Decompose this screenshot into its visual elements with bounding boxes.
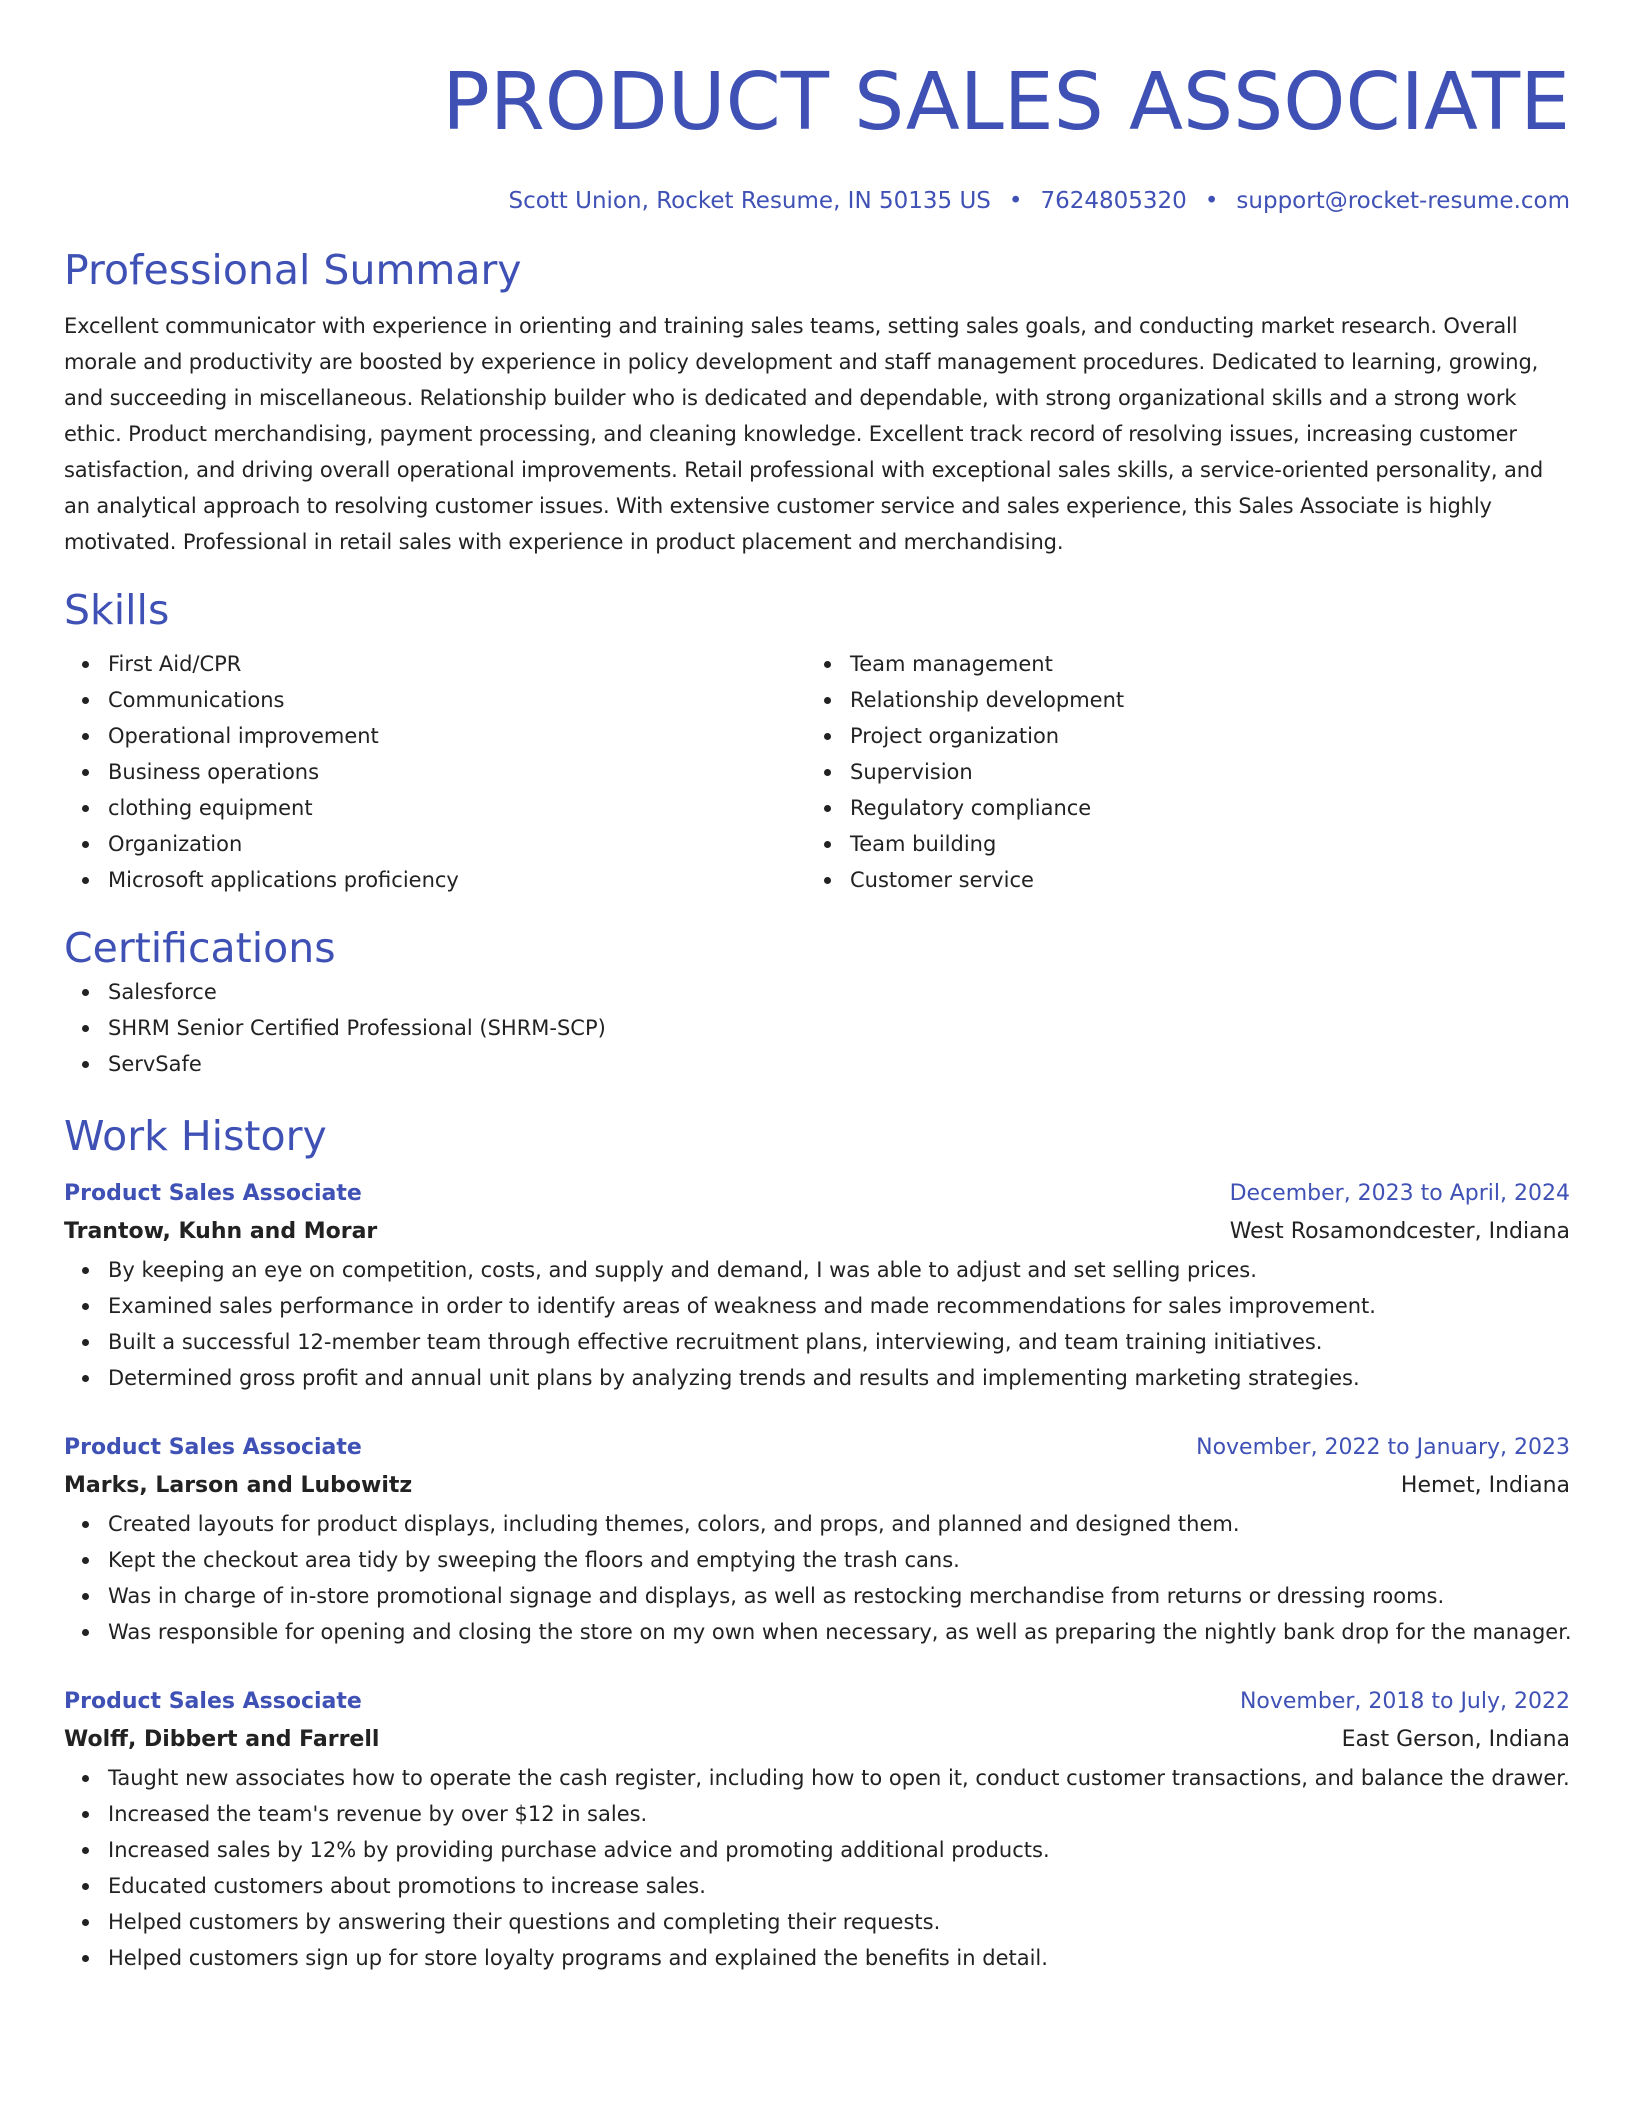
job-company-row [64,1466,1570,1506]
skill-item: Project organization [806,718,1548,754]
job-bullet: Educated customers about promotions to increase sales. [64,1868,1570,1904]
job-company-row [64,1212,1570,1252]
job-dates: November, 2018 to July, 2022 [1239,1689,1570,1714]
job-bullet: Built a successful 12-member team through effective recruitment plans, interviewing, and team training initiatives. [64,1324,1570,1360]
skill-item: Supervision [806,754,1548,790]
skills-heading: Skills [64,586,170,634]
skill-item: Operational improvement [64,718,806,754]
job-location: Hemet, Indiana [1400,1473,1570,1498]
job-bullet: Created layouts for product displays, including themes, colors, and props, and planned and designed them. [64,1506,1570,1542]
job-header-row [64,1176,1570,1212]
skill-item: Customer service [806,862,1548,898]
skill-item: Organization [64,826,806,862]
job-bullet: Increased sales by 12% by providing purchase advice and promoting additional products. [64,1832,1570,1868]
contact-line [64,186,1570,216]
skill-item: Team building [806,826,1548,862]
job-entry [64,1430,1570,1650]
skill-item: Relationship development [806,682,1548,718]
resume-title: PRODUCT SALES ASSOCIATE [442,56,1570,148]
job-entry [64,1176,1570,1396]
job-header-row [64,1430,1570,1466]
resume-header [64,52,1570,216]
skills-list-right [806,646,1548,898]
job-bullet: By keeping an eye on competition, costs, and supply and demand, I was able to adjust and set selling prices. [64,1252,1570,1288]
certification-item: SHRM Senior Certified Professional (SHRM-SCP) [64,1010,1570,1046]
skill-item: clothing equipment [64,790,806,826]
job-bullet: Was responsible for opening and closing the store on my own when necessary, as well as preparing the nightly bank drop for the manager. [64,1614,1570,1650]
job-bullet: Determined gross profit and annual unit plans by analyzing trends and results and implementing marketing strategies. [64,1360,1570,1396]
job-location: East Gerson, Indiana [1341,1727,1570,1752]
skill-item: Business operations [64,754,806,790]
job-role: Product Sales Associate [64,1435,362,1460]
job-dates: December, 2023 to April, 2024 [1229,1181,1570,1206]
job-bullet: Was in charge of in-store promotional signage and displays, as well as restocking merchandise from returns or dressing rooms. [64,1578,1570,1614]
certification-item: Salesforce [64,974,1570,1010]
skill-item: Team management [806,646,1548,682]
skill-item: Regulatory compliance [806,790,1548,826]
job-bullet: Taught new associates how to operate the cash register, including how to open it, conduct customer transactions, and balance the drawer. [64,1760,1570,1796]
job-bullet: Kept the checkout area tidy by sweeping the floors and emptying the trash cans. [64,1542,1570,1578]
skill-item: Communications [64,682,806,718]
job-bullet: Increased the team's revenue by over $12 in sales. [64,1796,1570,1832]
job-role: Product Sales Associate [64,1689,362,1714]
job-bullet: Examined sales performance in order to identify areas of weakness and made recommendations for sales improvement. [64,1288,1570,1324]
job-bullet: Helped customers sign up for store loyalty programs and explained the benefits in detail. [64,1940,1570,1976]
certification-item: ServSafe [64,1046,1570,1082]
job-company: Marks, Larson and Lubowitz [64,1473,413,1498]
job-role: Product Sales Associate [64,1181,362,1206]
certifications-heading: Certifications [64,924,336,972]
skills-columns [64,646,1570,898]
skill-item: Microsoft applications proficiency [64,862,806,898]
job-bullet: Helped customers by answering their questions and completing their requests. [64,1904,1570,1940]
job-entry [64,1684,1570,1976]
job-dates: November, 2022 to January, 2023 [1196,1435,1570,1460]
job-company: Wolff, Dibbert and Farrell [64,1727,380,1752]
job-bullets [64,1252,1570,1396]
skills-list-left [64,646,806,898]
contact-separator: • [1008,188,1023,214]
contact-address: Scott Union, Rocket Resume, IN 50135 US [508,188,991,214]
job-bullets [64,1506,1570,1650]
certifications-list [64,974,1570,1082]
contact-separator: • [1204,188,1219,214]
summary-heading: Professional Summary [64,246,522,294]
contact-phone: 7624805320 [1040,188,1187,214]
work-history-heading: Work History [64,1112,327,1160]
job-company-row [64,1720,1570,1760]
job-company: Trantow, Kuhn and Morar [64,1219,378,1244]
job-header-row [64,1684,1570,1720]
summary-text: Excellent communicator with experience in orienting and training sales teams, setting sales goals, and conducting market research. Overall morale and productivity are boosted by experience in policy development and staff management procedures. Dedicated to learning, growing, and succeeding in miscellaneous. Relationship builder who is dedicated and dependable, with strong organizational skills and a strong work ethic. Product merchandising, payment processing, and cleaning knowledge. Excellent track record of resolving issues, increasing customer satisfaction, and driving overall operational improvements. Retail professional with exceptional sales skills, a service-oriented personality, and an analytical approach to resolving customer issues. With extensive customer service and sales experience, this Sales Associate is highly motivated. Professional in retail sales with experience in product placement and merchandising. [64,314,1544,554]
contact-email: support@rocket-resume.com [1236,188,1570,214]
skill-item: First Aid/CPR [64,646,806,682]
job-bullets [64,1760,1570,1976]
job-location: West Rosamondcester, Indiana [1229,1219,1570,1244]
